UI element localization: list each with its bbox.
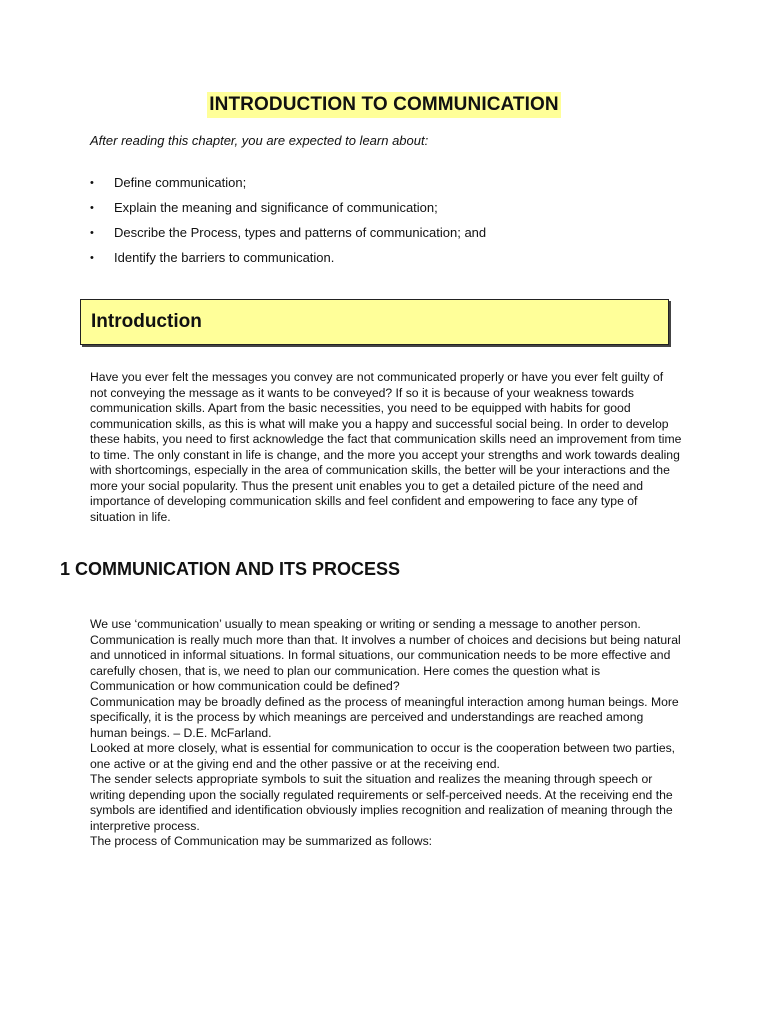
section-paragraph: The process of Communication may be summarized as follows: (90, 834, 433, 848)
section-paragraph: Communication may be broadly defined as the process of meaningful interaction among human beings. More specifically, it is the process by which meanings are perceived and understandings are reached among human beings. – D.E. McFarland. (90, 694, 679, 740)
introduction-heading-box (80, 299, 669, 345)
objective-text: Explain the meaning and significance of communication; (114, 200, 438, 215)
section-body (90, 617, 682, 850)
learning-objectives-list (90, 174, 486, 274)
bullet-icon: • (90, 177, 94, 189)
title-wrap (0, 92, 768, 118)
introduction-heading: Introduction (91, 311, 202, 332)
section-paragraph: The sender selects appropriate symbols to suit the situation and realizes the meaning through speech or writing depending upon the socially regulated requirements or self-perceived needs. At the receiving end the symbols are identified and identification obviously implies recognition and realization of meaning through the interpretive process. (90, 772, 673, 833)
list-item (90, 174, 486, 199)
learning-objectives-intro: After reading this chapter, you are expected to learn about: (90, 133, 429, 148)
list-item (90, 249, 486, 274)
section-paragraph: We use ‘communication’ usually to mean speaking or writing or sending a message to another person. Communication is really much more than that. It involves a number of choices and decisions but being natural and unnoticed in informal situations. In formal situations, our communication needs to be more effective and carefully chosen, that is, we need to plan our communication. Here comes the question what is Communication or how communication could be defined? (90, 617, 681, 693)
bullet-icon: • (90, 227, 94, 239)
objective-text: Define communication; (114, 175, 247, 190)
introduction-paragraph: Have you ever felt the messages you convey are not communicated properly or have you ever felt guilty of not conveying the message as it wants to be conveyed? If so it is because of your weakness towards communication skills. Apart from the basic necessities, you need to be equipped with habits for good communication skills, as this is what will make you a happy and successful social being. In order to develop these habits, you need to first acknowledge the fact that communication skills need an improvement from time to time. The only constant in life is change, and the more you accept your strengths and work towards dealing with shortcomings, especially in the area of communication skills, the better will be your interactions and the more your social popularity. Thus the present unit enables you to get a detailed picture of the need and importance of developing communication skills and feel confident and empowering to face any type of situation in life. (90, 370, 682, 524)
list-item (90, 199, 486, 224)
objective-text: Describe the Process, types and patterns of communication; and (114, 225, 487, 240)
bullet-icon: • (90, 202, 94, 214)
section-paragraph: Looked at more closely, what is essential for communication to occur is the cooperation between two parties, one active or at the giving end and the other passive or at the receiving end. (90, 741, 676, 771)
page-title: INTRODUCTION TO COMMUNICATION (207, 92, 560, 118)
list-item (90, 224, 486, 249)
section-heading: 1 COMMUNICATION AND ITS PROCESS (60, 559, 401, 579)
bullet-icon: • (90, 252, 94, 264)
objective-text: Identify the barriers to communication. (114, 250, 335, 265)
